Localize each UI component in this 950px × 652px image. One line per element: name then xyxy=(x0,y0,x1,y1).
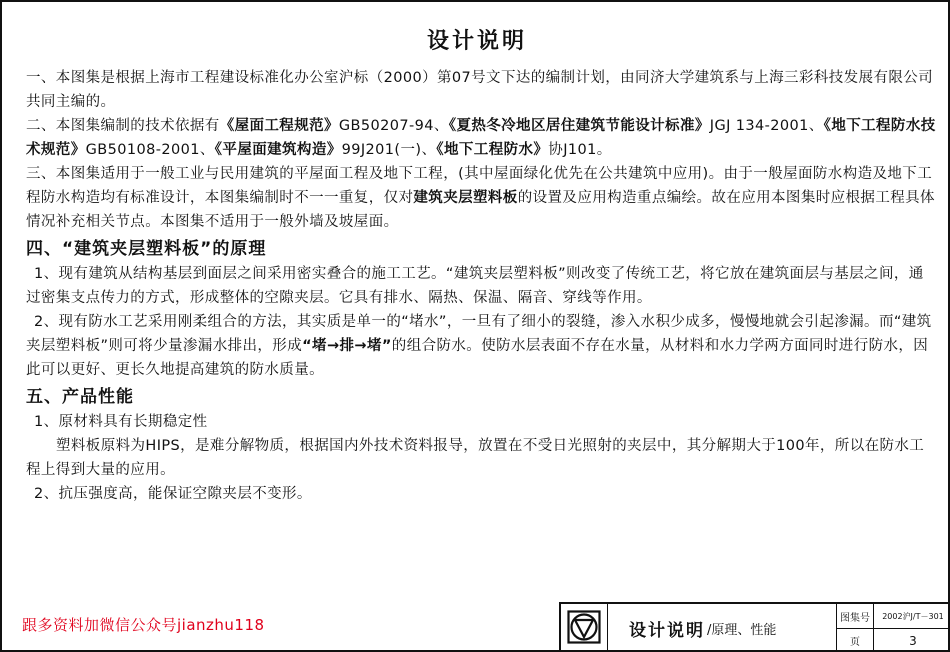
section-2-text-6: 协J101。 xyxy=(548,142,612,158)
logo-cell xyxy=(561,604,608,652)
section-5-item-2: 2、抗压强度高，能保证空隙夹层不变形。 xyxy=(34,486,312,502)
section-4-item-2-text-1: 2、现有防水工艺采用刚柔组合的方法，其实质是单一的“堵水”，一旦有了细小的裂缝，渗入水积少成多，慢慢地就会引起渗漏。而“建筑夹层塑料板”则可将少量渗漏水排出，形成 xyxy=(26,314,932,354)
section-2-text-4: GB50108-2001、 xyxy=(85,142,215,158)
section-2-text-3: JGJ 134-2001、 xyxy=(709,118,824,134)
standard-roofing: 《屋面工程规范》 xyxy=(219,118,339,134)
section-5-item-1: 1、原材料具有长期稳定性 xyxy=(34,414,208,430)
section-5-heading: 五、产品性能 xyxy=(26,387,134,407)
section-4-item-1: 1、现有建筑从结构基层到面层之间采用密实叠合的施工工艺。“建筑夹层塑料板”则改变了传统工艺，将它放在建筑面层与基层之间，通过密集支点传力的方式，形成整体的空隙夹层。它具有排水、隔热、保温、隔音、穿线等作用。 xyxy=(26,266,924,306)
section-2-text-2: GB50207-94、 xyxy=(338,118,449,134)
section-3-bold: 建筑夹层塑料板 xyxy=(413,190,518,206)
section-3-text-2: 的设置及应用构造重点编绘。故在应用本图集时应根据工程具体情况补充相关节点。本图集不适用于一般外墙及坡屋面。 xyxy=(26,190,935,230)
standard-underground: 《地下工程防水技术规范》 xyxy=(26,118,936,158)
drawing-name-sub: /原理、性能 xyxy=(707,622,777,638)
atlas-number-label: 图集号 xyxy=(837,604,874,629)
page-number: 3 xyxy=(909,633,917,648)
section-3 xyxy=(26,162,936,234)
section-4-item-2 xyxy=(26,310,936,382)
page-label: 页 xyxy=(837,629,874,652)
drawing-name-cell xyxy=(607,604,837,652)
standard-waterproof: 《地下工程防水》 xyxy=(436,142,549,158)
document-body xyxy=(26,66,936,506)
watermark-text: 跟多资料加微信公众号jianzhu118 xyxy=(22,616,265,634)
section-5-item-1-body: 塑料板原料为HIPS，是难分解物质，根据国内外技术资料报导，放置在不受日光照射的夹层中，其分解期大于100年，所以在防水工程上得到大量的应用。 xyxy=(26,438,925,478)
section-2-text-1: 二、本图集编制的技术依据有 xyxy=(26,118,220,134)
logo-icon xyxy=(567,610,601,644)
standard-flat-roof: 《平屋面建筑构造》 xyxy=(214,142,342,158)
section-3-text-1: 三、本图集适用于一般工业与民用建筑的平屋面工程及地下工程，(其中屋面绿化优先在公共建筑中应用)。由于一般屋面防水构造及地下工程防水构造均有标准设计，本图集编制时不一一重复，仅对 xyxy=(26,166,933,206)
section-4-item-2-bold: “堵→排→堵” xyxy=(302,338,392,354)
section-2-text-5: 99J201(一)、 xyxy=(341,142,437,158)
drawing-name: 设计说明 xyxy=(629,620,705,641)
title-block xyxy=(559,602,950,652)
section-1: 一、本图集是根据上海市工程建设标准化办公室沪标（2000）第07号文下达的编制计划，由同济大学建筑系与上海三彩科技发展有限公司共同主编的。 xyxy=(26,70,934,110)
atlas-number-value: 2002沪J/T－301 xyxy=(874,604,950,629)
section-2 xyxy=(26,114,936,162)
section-4-item-2-text-2: 的组合防水。使防水层表面不存在水量，从材料和水力学两方面同时进行防水，因此可以更好、更长久地提高建筑的防水质量。 xyxy=(26,338,929,378)
page-title: 设计说明 xyxy=(426,29,527,54)
section-4-heading: 四、“建筑夹层塑料板”的原理 xyxy=(26,239,267,259)
standard-energy: 《夏热冬冷地区居住建筑节能设计标准》 xyxy=(448,118,710,134)
